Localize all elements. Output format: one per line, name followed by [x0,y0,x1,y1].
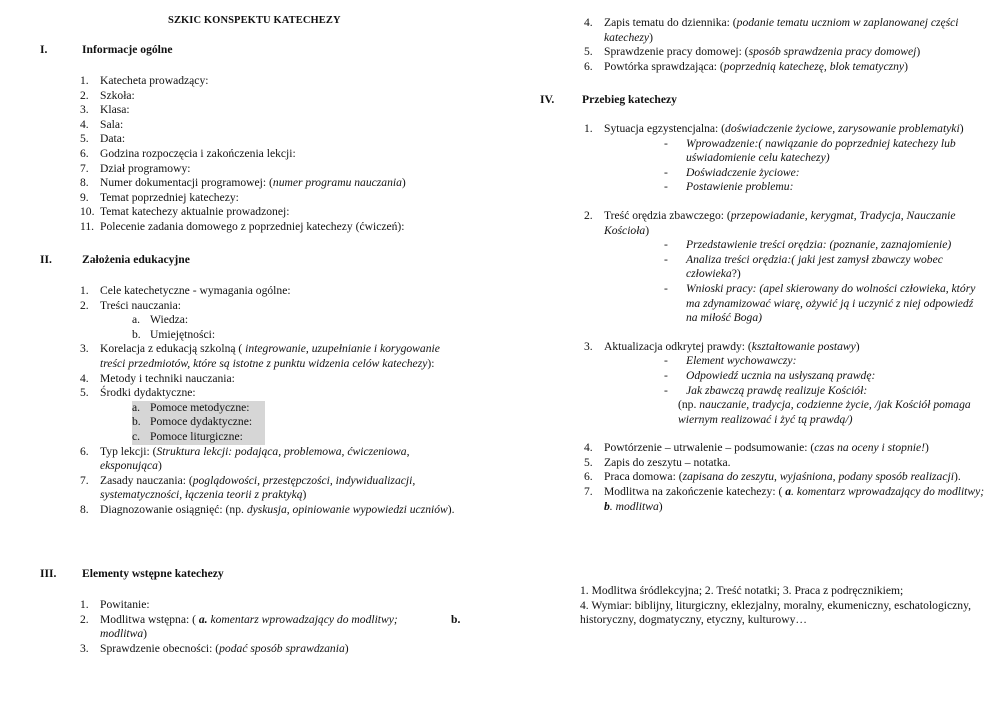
list-item: 3. Aktualizacja odkrytej prawdy: (kształtowanie postawy) [584,339,860,353]
list-item: 10. Temat katechezy aktualnie prowadzonej: [80,205,290,219]
dash-item: - Element wychowawczy: [664,354,797,368]
dash-item: - Wnioski pracy: (apel skierowany do wolności człowieka, który ma zdynamizować wiarę, ożywić ją i uczynić z niej odpowiedź na miłość Boga) [664,281,976,325]
dash-item: - Postawienie problemu: [664,180,794,194]
list-item: 8. Numer dokumentacji programowej: (numer programu nauczania) [80,176,406,190]
list-item: 5. Środki dydaktyczne: [80,386,196,400]
list-item: 4. Zapis tematu do dziennika: (podanie tematu uczniom w zaplanowanej części katechezy) [584,16,959,44]
list-item: 2. Treści nauczania: [80,298,182,312]
dash-item-note: (np. nauczanie, tradycja, codzienne życie, /jak Kościół pomaga wiernym realizować i żyć tą prawdą/) [678,398,971,426]
list-item: 7. Dział programowy: [80,161,191,175]
list-item: 9. Temat poprzedniej katechezy: [80,190,239,204]
list-item: 1. Powitanie: [80,598,150,611]
list-item: 5. Data: [80,132,126,146]
sub-item-highlighted: a. Pomoce metodyczne: [132,401,265,416]
list-item: 7. Zasady nauczania: (poglądowości, przestępczości, indywidualizacji, systematyczności, łączenia teorii z praktyką) [80,473,416,502]
list-item: 1. Katecheta prowadzący: [80,74,209,87]
footnote: 1. Modlitwa śródlekcyjna; 2. Treść notatki; 3. Praca z podręcznikiem; 4. Wymiar: biblijny, liturgiczny, eklezjalny, moralny, ekumeniczny, eschatologiczny, historyczny, dogmatyczny, etyczny, kulturowy… [580,584,972,627]
list-item: 6. Praca domowa: (zapisana do zeszytu, wyjaśniona, podany sposób realizacji). [584,470,961,484]
section-3-list-b [584,16,986,74]
list-item: 1. Cele katechetyczne - wymagania ogólne: [80,284,291,297]
list-item: 6. Powtórka sprawdzająca: (poprzednią katechezę, blok tematyczny) [584,59,908,73]
dash-item: - Analiza treści orędzia:( jaki jest zamysł zbawczy wobec człowieka?) [664,252,943,281]
section-3-list-a [80,598,472,656]
sub-item-highlighted: c. Pomoce liturgiczne: [132,430,265,445]
list-item: 11. Polecenie zadania domowego z poprzedniej katechezy (ćwiczeń): [80,219,405,233]
list-item: 1. Sytuacja egzystencjalna: (doświadczenie życiowe, zarysowanie problematyki) [584,122,964,135]
list-item: 7. Modlitwa na zakończenie katechezy: ( a. komentarz wprowadzający do modlitwy; b. modlitwa) [584,485,985,513]
list-item: 2. Szkoła: [80,88,135,102]
dash-item: - Jak zbawczą prawdę realizuje Kościół: [664,383,868,397]
dash-item: - Wprowadzenie:( nawiązanie do poprzedniej katechezy lub uświadomienie celu katechezy) [664,136,956,165]
list-item: 4. Sala: [80,117,124,131]
list-item: 3. Klasa: [80,103,130,117]
list-item: 2. Modlitwa wstępna: ( a. komentarz wprowadzający do modlitwy; b. modlitwa) [80,612,461,641]
dash-item: - Odpowiedź ucznia na usłyszaną prawdę: [664,368,876,382]
list-item: 8. Diagnozowanie osiągnięć: (np. dyskusja, opiniowanie wypowiedzi uczniów). [80,502,455,516]
list-item: 4. Metody i techniki nauczania: [80,371,235,385]
list-item: 6. Godzina rozpoczęcia i zakończenia lekcji: [80,146,296,160]
dash-item: - Przedstawienie treści orędzia: (poznanie, zaznajomienie) [664,238,952,252]
section-4-list [584,122,988,514]
list-item: 2. Treść orędzia zbawczego: (przepowiadanie, kerygmat, Tradycja, Nauczanie Kościoła) [584,208,956,237]
list-item: 4. Powtórzenie – utrwalenie – podsumowanie: (czas na oceny i stopnie!) [584,441,929,455]
list-item: 6. Typ lekcji: (Struktura lekcji: podająca, problemowa, ćwiczeniowa, eksponująca) [80,444,410,473]
sub-item: a. Wiedza: [132,313,189,327]
list-item: 3. Korelacja z edukacją szkolną ( integrowanie, uzupełnianie i korygowanie treści przedmiotów, które są istotne z punktu widzenia celów katechezy): [80,342,440,370]
dash-item: - Doświadczenie życiowe: [664,165,800,179]
document-title: SZKIC KONSPEKTU KATECHEZY [168,15,341,26]
section-2-list [80,284,460,518]
list-item: 5. Zapis do zeszytu – notatka. [584,455,731,469]
section-1-list [80,74,480,235]
sub-item: b. Umiejętności: [132,327,216,341]
sub-item-highlighted: b. Pomoce dydaktyczne: [132,415,265,430]
list-item: 3. Sprawdzenie obecności: (podać sposób sprawdzania) [80,641,349,655]
list-item: 5. Sprawdzenie pracy domowej: (sposób sprawdzenia pracy domowej) [584,45,921,59]
